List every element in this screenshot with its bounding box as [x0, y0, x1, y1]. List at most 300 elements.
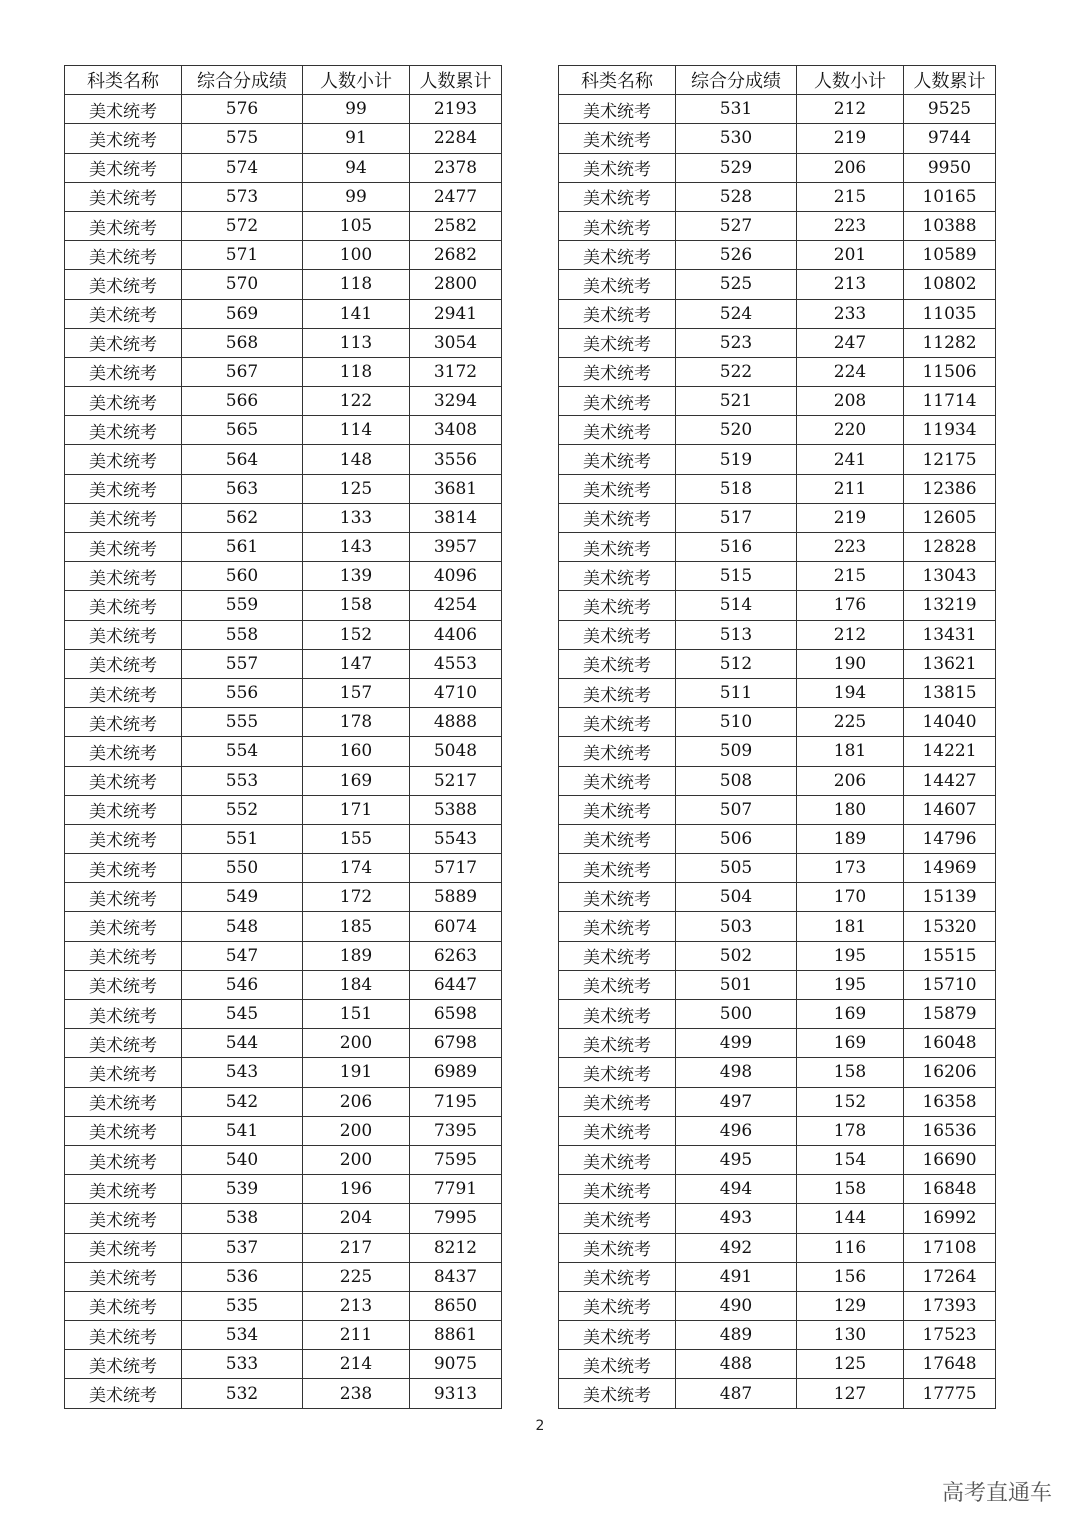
- cell-category: 美术统考: [65, 1145, 182, 1174]
- table-row: [65, 1291, 502, 1320]
- cell-category: 美术统考: [65, 795, 182, 824]
- cell-category: 美术统考: [559, 182, 676, 211]
- table-row: [559, 562, 996, 591]
- cell-count: 195: [797, 941, 904, 970]
- cell-category: 美术统考: [65, 649, 182, 678]
- cell-cumulative: 14969: [904, 854, 996, 883]
- table-row: [559, 1233, 996, 1262]
- cell-category: 美术统考: [65, 1262, 182, 1291]
- table-row: [65, 182, 502, 211]
- cell-category: 美术统考: [559, 1000, 676, 1029]
- cell-score: 495: [676, 1145, 797, 1174]
- cell-category: 美术统考: [65, 124, 182, 153]
- cell-cumulative: 15879: [904, 1000, 996, 1029]
- cell-count: 181: [797, 912, 904, 941]
- header-count: 人数小计: [797, 66, 904, 95]
- cell-cumulative: 13815: [904, 678, 996, 707]
- cell-category: 美术统考: [65, 1204, 182, 1233]
- cell-score: 511: [676, 678, 797, 707]
- cell-category: 美术统考: [65, 328, 182, 357]
- cell-category: 美术统考: [65, 1058, 182, 1087]
- table-row: [65, 1350, 502, 1379]
- cell-category: 美术统考: [559, 387, 676, 416]
- cell-count: 147: [303, 649, 410, 678]
- cell-count: 191: [303, 1058, 410, 1087]
- cell-cumulative: 10589: [904, 241, 996, 270]
- cell-count: 118: [303, 357, 410, 386]
- cell-category: 美术统考: [65, 912, 182, 941]
- cell-cumulative: 7995: [410, 1204, 502, 1233]
- cell-score: 505: [676, 854, 797, 883]
- cell-category: 美术统考: [65, 766, 182, 795]
- cell-count: 215: [797, 182, 904, 211]
- table-row: [65, 270, 502, 299]
- cell-count: 141: [303, 299, 410, 328]
- cell-cumulative: 8212: [410, 1233, 502, 1262]
- cell-score: 492: [676, 1233, 797, 1262]
- cell-cumulative: 2682: [410, 241, 502, 270]
- table-row: [559, 1262, 996, 1291]
- cell-score: 497: [676, 1087, 797, 1116]
- table-header-row: [65, 66, 502, 95]
- table-row: [65, 1175, 502, 1204]
- cell-count: 247: [797, 328, 904, 357]
- cell-count: 152: [303, 620, 410, 649]
- cell-score: 548: [182, 912, 303, 941]
- cell-count: 174: [303, 854, 410, 883]
- cell-category: 美术统考: [65, 241, 182, 270]
- table-row: [559, 620, 996, 649]
- cell-category: 美术统考: [559, 824, 676, 853]
- cell-score: 570: [182, 270, 303, 299]
- cell-cumulative: 4406: [410, 620, 502, 649]
- table-row: [559, 124, 996, 153]
- table-row: [65, 1379, 502, 1408]
- cell-category: 美术统考: [559, 1058, 676, 1087]
- cell-category: 美术统考: [65, 503, 182, 532]
- cell-cumulative: 3408: [410, 416, 502, 445]
- cell-cumulative: 17108: [904, 1233, 996, 1262]
- cell-score: 545: [182, 1000, 303, 1029]
- cell-count: 200: [303, 1116, 410, 1145]
- table-row: [65, 328, 502, 357]
- cell-count: 151: [303, 1000, 410, 1029]
- table-row: [559, 795, 996, 824]
- cell-score: 526: [676, 241, 797, 270]
- cell-cumulative: 15139: [904, 883, 996, 912]
- table-row: [65, 387, 502, 416]
- cell-count: 99: [303, 95, 410, 124]
- cell-score: 506: [676, 824, 797, 853]
- table-row: [559, 1379, 996, 1408]
- table-row: [559, 445, 996, 474]
- cell-score: 539: [182, 1175, 303, 1204]
- cell-category: 美术统考: [65, 533, 182, 562]
- score-table-left: [64, 65, 502, 1409]
- table-row: [559, 1029, 996, 1058]
- cell-cumulative: 15710: [904, 970, 996, 999]
- cell-count: 238: [303, 1379, 410, 1408]
- cell-cumulative: 6989: [410, 1058, 502, 1087]
- table-row: [559, 1350, 996, 1379]
- cell-score: 522: [676, 357, 797, 386]
- cell-count: 213: [303, 1291, 410, 1320]
- cell-score: 494: [676, 1175, 797, 1204]
- cell-category: 美术统考: [559, 211, 676, 240]
- cell-cumulative: 13043: [904, 562, 996, 591]
- cell-cumulative: 12605: [904, 503, 996, 532]
- cell-cumulative: 11714: [904, 387, 996, 416]
- table-row: [65, 445, 502, 474]
- table-row: [559, 270, 996, 299]
- cell-score: 536: [182, 1262, 303, 1291]
- cell-score: 509: [676, 737, 797, 766]
- cell-score: 538: [182, 1204, 303, 1233]
- cell-score: 558: [182, 620, 303, 649]
- cell-count: 189: [797, 824, 904, 853]
- cell-category: 美术统考: [559, 795, 676, 824]
- cell-score: 516: [676, 533, 797, 562]
- cell-category: 美术统考: [65, 1175, 182, 1204]
- cell-cumulative: 6447: [410, 970, 502, 999]
- cell-count: 133: [303, 503, 410, 532]
- table-row: [65, 503, 502, 532]
- cell-category: 美术统考: [65, 1291, 182, 1320]
- cell-score: 499: [676, 1029, 797, 1058]
- cell-count: 206: [303, 1087, 410, 1116]
- cell-score: 575: [182, 124, 303, 153]
- table-row: [65, 766, 502, 795]
- table-row: [559, 970, 996, 999]
- cell-cumulative: 2941: [410, 299, 502, 328]
- cell-count: 190: [797, 649, 904, 678]
- cell-score: 489: [676, 1321, 797, 1350]
- cell-score: 537: [182, 1233, 303, 1262]
- header-count: 人数小计: [303, 66, 410, 95]
- cell-count: 118: [303, 270, 410, 299]
- cell-score: 498: [676, 1058, 797, 1087]
- cell-category: 美术统考: [65, 211, 182, 240]
- table-row: [559, 182, 996, 211]
- cell-category: 美术统考: [65, 299, 182, 328]
- cell-score: 532: [182, 1379, 303, 1408]
- cell-score: 549: [182, 883, 303, 912]
- cell-score: 521: [676, 387, 797, 416]
- cell-category: 美术统考: [65, 1233, 182, 1262]
- cell-category: 美术统考: [559, 766, 676, 795]
- cell-count: 195: [797, 970, 904, 999]
- cell-cumulative: 6798: [410, 1029, 502, 1058]
- cell-cumulative: 7595: [410, 1145, 502, 1174]
- cell-cumulative: 15515: [904, 941, 996, 970]
- cell-cumulative: 16690: [904, 1145, 996, 1174]
- cell-count: 157: [303, 678, 410, 707]
- cell-category: 美术统考: [65, 1000, 182, 1029]
- cell-cumulative: 11035: [904, 299, 996, 328]
- cell-cumulative: 9313: [410, 1379, 502, 1408]
- cell-score: 551: [182, 824, 303, 853]
- table-row: [65, 970, 502, 999]
- cell-cumulative: 17775: [904, 1379, 996, 1408]
- cell-cumulative: 17264: [904, 1262, 996, 1291]
- header-score: 综合分成绩: [676, 66, 797, 95]
- cell-category: 美术统考: [559, 620, 676, 649]
- watermark: 高考直通车: [941, 1481, 1052, 1506]
- table-row: [559, 708, 996, 737]
- cell-category: 美术统考: [65, 708, 182, 737]
- cell-count: 213: [797, 270, 904, 299]
- cell-count: 156: [797, 1262, 904, 1291]
- table-row: [559, 1116, 996, 1145]
- cell-cumulative: 16992: [904, 1204, 996, 1233]
- table-row: [65, 562, 502, 591]
- cell-count: 211: [303, 1321, 410, 1350]
- table-row: [559, 1291, 996, 1320]
- cell-count: 176: [797, 591, 904, 620]
- cell-count: 201: [797, 241, 904, 270]
- cell-category: 美术统考: [559, 883, 676, 912]
- cell-count: 169: [797, 1000, 904, 1029]
- table-row: [65, 95, 502, 124]
- cell-category: 美术统考: [559, 270, 676, 299]
- cell-count: 139: [303, 562, 410, 591]
- table-row: [65, 1000, 502, 1029]
- cell-score: 534: [182, 1321, 303, 1350]
- header-cumulative: 人数累计: [904, 66, 996, 95]
- cell-category: 美术统考: [65, 941, 182, 970]
- table-row: [559, 357, 996, 386]
- cell-score: 493: [676, 1204, 797, 1233]
- table-row: [65, 591, 502, 620]
- cell-cumulative: 6263: [410, 941, 502, 970]
- cell-category: 美术统考: [559, 153, 676, 182]
- cell-count: 217: [303, 1233, 410, 1262]
- cell-category: 美术统考: [559, 445, 676, 474]
- cell-cumulative: 3172: [410, 357, 502, 386]
- cell-cumulative: 13431: [904, 620, 996, 649]
- cell-category: 美术统考: [559, 562, 676, 591]
- cell-score: 528: [676, 182, 797, 211]
- table-row: [65, 1116, 502, 1145]
- cell-count: 196: [303, 1175, 410, 1204]
- cell-cumulative: 4096: [410, 562, 502, 591]
- cell-count: 214: [303, 1350, 410, 1379]
- cell-count: 105: [303, 211, 410, 240]
- table-row: [559, 766, 996, 795]
- cell-count: 129: [797, 1291, 904, 1320]
- cell-score: 550: [182, 854, 303, 883]
- cell-score: 540: [182, 1145, 303, 1174]
- cell-score: 553: [182, 766, 303, 795]
- cell-category: 美术统考: [559, 912, 676, 941]
- table-row: [65, 1087, 502, 1116]
- cell-cumulative: 14796: [904, 824, 996, 853]
- cell-cumulative: 15320: [904, 912, 996, 941]
- cell-cumulative: 3814: [410, 503, 502, 532]
- cell-count: 158: [797, 1175, 904, 1204]
- cell-cumulative: 9075: [410, 1350, 502, 1379]
- table-row: [65, 1204, 502, 1233]
- cell-count: 225: [797, 708, 904, 737]
- cell-count: 219: [797, 124, 904, 153]
- cell-count: 225: [303, 1262, 410, 1291]
- cell-count: 169: [303, 766, 410, 795]
- cell-score: 491: [676, 1262, 797, 1291]
- cell-category: 美术统考: [65, 1379, 182, 1408]
- cell-score: 565: [182, 416, 303, 445]
- cell-category: 美术统考: [65, 1116, 182, 1145]
- table-row: [559, 912, 996, 941]
- cell-count: 184: [303, 970, 410, 999]
- cell-score: 510: [676, 708, 797, 737]
- table-row: [65, 795, 502, 824]
- cell-score: 504: [676, 883, 797, 912]
- table-row: [65, 883, 502, 912]
- cell-category: 美术统考: [559, 1291, 676, 1320]
- cell-count: 189: [303, 941, 410, 970]
- cell-count: 158: [797, 1058, 904, 1087]
- cell-score: 552: [182, 795, 303, 824]
- cell-category: 美术统考: [65, 1087, 182, 1116]
- cell-count: 178: [797, 1116, 904, 1145]
- cell-score: 535: [182, 1291, 303, 1320]
- cell-score: 518: [676, 474, 797, 503]
- cell-category: 美术统考: [65, 824, 182, 853]
- cell-category: 美术统考: [559, 1116, 676, 1145]
- cell-cumulative: 14427: [904, 766, 996, 795]
- cell-category: 美术统考: [559, 124, 676, 153]
- table-row: [65, 649, 502, 678]
- cell-score: 508: [676, 766, 797, 795]
- cell-cumulative: 4553: [410, 649, 502, 678]
- cell-count: 180: [797, 795, 904, 824]
- cell-category: 美术统考: [559, 416, 676, 445]
- cell-score: 566: [182, 387, 303, 416]
- table-row: [559, 211, 996, 240]
- cell-count: 212: [797, 95, 904, 124]
- table-row: [559, 941, 996, 970]
- cell-cumulative: 3556: [410, 445, 502, 474]
- cell-cumulative: 2193: [410, 95, 502, 124]
- cell-count: 94: [303, 153, 410, 182]
- cell-category: 美术统考: [65, 270, 182, 299]
- cell-cumulative: 4254: [410, 591, 502, 620]
- cell-count: 204: [303, 1204, 410, 1233]
- cell-score: 567: [182, 357, 303, 386]
- cell-count: 154: [797, 1145, 904, 1174]
- cell-score: 527: [676, 211, 797, 240]
- cell-count: 178: [303, 708, 410, 737]
- cell-score: 555: [182, 708, 303, 737]
- cell-cumulative: 5717: [410, 854, 502, 883]
- table-row: [559, 95, 996, 124]
- cell-count: 170: [797, 883, 904, 912]
- table-row: [65, 241, 502, 270]
- cell-cumulative: 16048: [904, 1029, 996, 1058]
- header-category: 科类名称: [559, 66, 676, 95]
- table-row: [559, 387, 996, 416]
- cell-cumulative: 16536: [904, 1116, 996, 1145]
- table-row: [559, 474, 996, 503]
- cell-score: 544: [182, 1029, 303, 1058]
- cell-score: 517: [676, 503, 797, 532]
- cell-category: 美术统考: [65, 357, 182, 386]
- cell-score: 524: [676, 299, 797, 328]
- cell-cumulative: 3681: [410, 474, 502, 503]
- cell-score: 576: [182, 95, 303, 124]
- cell-count: 200: [303, 1145, 410, 1174]
- cell-cumulative: 5048: [410, 737, 502, 766]
- cell-count: 224: [797, 357, 904, 386]
- cell-score: 500: [676, 1000, 797, 1029]
- cell-cumulative: 3957: [410, 533, 502, 562]
- cell-score: 525: [676, 270, 797, 299]
- table-row: [65, 1029, 502, 1058]
- table-row: [559, 649, 996, 678]
- table-row: [65, 299, 502, 328]
- cell-score: 533: [182, 1350, 303, 1379]
- cell-count: 211: [797, 474, 904, 503]
- cell-category: 美术统考: [559, 854, 676, 883]
- cell-category: 美术统考: [65, 620, 182, 649]
- cell-cumulative: 17523: [904, 1321, 996, 1350]
- cell-score: 523: [676, 328, 797, 357]
- cell-count: 181: [797, 737, 904, 766]
- cell-score: 519: [676, 445, 797, 474]
- table-row: [559, 737, 996, 766]
- cell-score: 507: [676, 795, 797, 824]
- cell-cumulative: 8861: [410, 1321, 502, 1350]
- cell-category: 美术统考: [559, 1175, 676, 1204]
- table-row: [559, 153, 996, 182]
- cell-score: 514: [676, 591, 797, 620]
- cell-cumulative: 12175: [904, 445, 996, 474]
- cell-score: 574: [182, 153, 303, 182]
- table-row: [559, 1000, 996, 1029]
- cell-category: 美术统考: [559, 299, 676, 328]
- cell-cumulative: 16206: [904, 1058, 996, 1087]
- table-row: [65, 1262, 502, 1291]
- cell-score: 554: [182, 737, 303, 766]
- cell-count: 172: [303, 883, 410, 912]
- cell-cumulative: 2800: [410, 270, 502, 299]
- table-row: [65, 533, 502, 562]
- cell-count: 160: [303, 737, 410, 766]
- cell-cumulative: 4888: [410, 708, 502, 737]
- cell-category: 美术统考: [65, 883, 182, 912]
- table-row: [559, 1321, 996, 1350]
- cell-category: 美术统考: [559, 678, 676, 707]
- cell-count: 99: [303, 182, 410, 211]
- cell-score: 543: [182, 1058, 303, 1087]
- table-row: [65, 941, 502, 970]
- table-row: [65, 912, 502, 941]
- cell-cumulative: 3294: [410, 387, 502, 416]
- cell-score: 557: [182, 649, 303, 678]
- table-row: [65, 211, 502, 240]
- cell-cumulative: 11282: [904, 328, 996, 357]
- cell-score: 520: [676, 416, 797, 445]
- table-row: [559, 533, 996, 562]
- cell-category: 美术统考: [65, 562, 182, 591]
- cell-cumulative: 7791: [410, 1175, 502, 1204]
- cell-count: 169: [797, 1029, 904, 1058]
- cell-cumulative: 3054: [410, 328, 502, 357]
- cell-category: 美术统考: [559, 737, 676, 766]
- cell-score: 515: [676, 562, 797, 591]
- cell-cumulative: 11506: [904, 357, 996, 386]
- cell-category: 美术统考: [65, 1350, 182, 1379]
